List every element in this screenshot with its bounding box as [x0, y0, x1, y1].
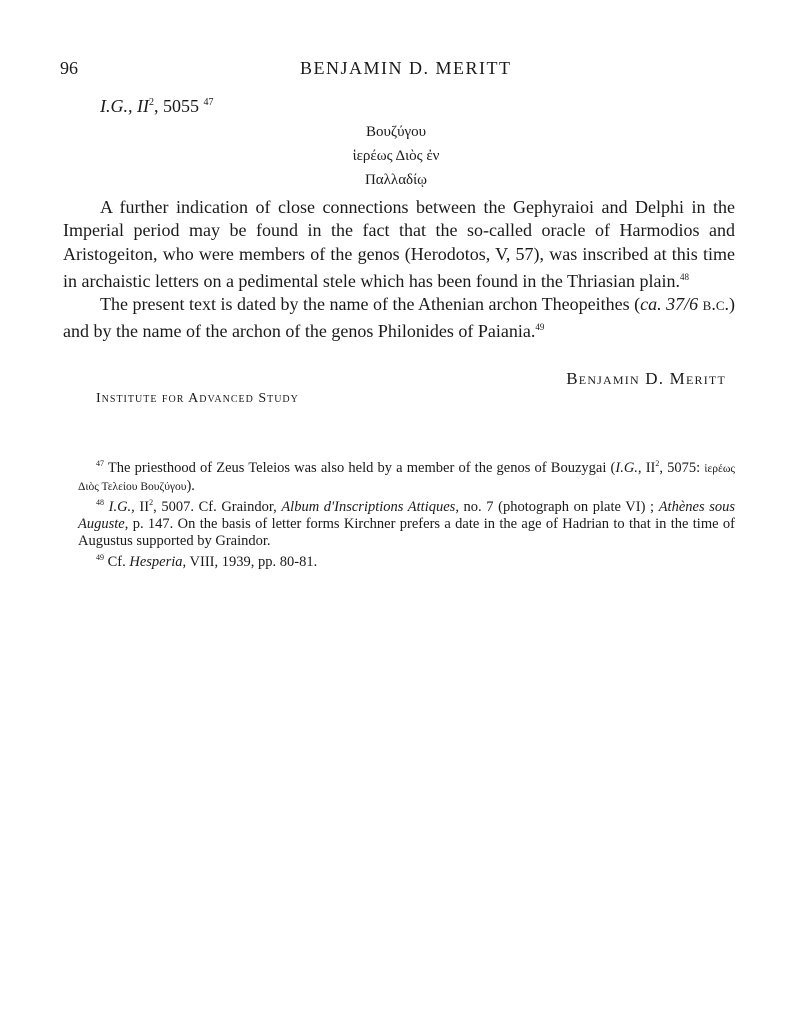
signature: Benjamin D. Meritt — [566, 369, 726, 388]
footnote-text: , p. 147. On the basis of letter forms Kirchner prefers a date in the age of Hadrian to that in the time of Augustus supported by Graindor. — [78, 516, 735, 549]
footnote-ig: I.G., — [108, 499, 135, 516]
inscription-line: Βουζύγου — [365, 124, 427, 140]
inscription-line: ἱερέως Διὸς ἐν — [352, 148, 440, 164]
footnote-greek: ἱερέως Διὸς Τελείου Βουζύγου — [78, 462, 735, 493]
footnote-number: 48 — [96, 498, 104, 508]
footnote-title: Hesperia — [129, 553, 183, 570]
ref-label: I.G., II — [100, 96, 149, 116]
paragraph-2-bc: b.c. — [702, 294, 730, 315]
footnote-text: The priesthood of Zeus Teleios was also held by a member of the genos of Bouzygai ( — [107, 459, 616, 476]
footnote-number: 49 — [96, 552, 104, 562]
ref-number: , 5055 — [153, 96, 199, 116]
footnote-text: , VIII, 1939, pp. 80-81. — [182, 553, 318, 570]
body-text — [63, 196, 735, 344]
institution: Institute for Advanced Study — [96, 391, 299, 406]
footnote-text: , no. 7 (photograph on plate VI) ; — [455, 499, 659, 516]
footnote-number: 47 — [96, 459, 104, 468]
paragraph-2 — [63, 293, 735, 344]
footnote-49 — [78, 550, 735, 571]
footnote-48 — [78, 495, 735, 549]
paragraph-2-text-a: The present text is dated by the name of the Athenian archon Theopeithes ( — [100, 294, 641, 315]
footnote-47 — [78, 456, 735, 495]
paragraph-1-text: A further indication of close connections between the Gephyraioi and Delphi in the Imperial period may be found in the fact that the so-called oracle of Harmodios and Aristogeiton, who were members of the genos (Herodotos, V, 57), was inscribed at this time in archaistic letters on a pedimental stele which has been found in the Thriasian plain. — [63, 197, 735, 291]
inscription-line: Παλλαδίῳ — [364, 172, 428, 188]
footnote-ref-49: 49 — [535, 322, 545, 333]
footnote-text: II — [134, 499, 150, 516]
footnote-text: ). — [186, 477, 195, 494]
inscription-text — [0, 120, 792, 192]
footnote-sup: 2 — [149, 498, 154, 508]
paragraph-2-date: ca. 37/6 — [640, 294, 699, 315]
footnote-text: II — [641, 459, 656, 476]
footnote-title: Athènes sous Auguste — [78, 499, 736, 533]
paragraph-1 — [63, 196, 735, 293]
footnote-text: Cf. — [107, 553, 130, 570]
footnote-ref-48: 48 — [679, 271, 689, 282]
ref-note: 47 — [203, 97, 214, 108]
inscription-reference — [100, 96, 213, 117]
footnote-sup: 2 — [655, 459, 660, 468]
footnote-title: Album d'Inscriptions Attiques — [281, 499, 456, 516]
footnote-ig: I.G., — [615, 459, 642, 476]
footnote-text: , 5075: — [659, 459, 705, 476]
footnotes — [78, 456, 735, 570]
footnote-text: , 5007. Cf. Graindor, — [153, 499, 282, 516]
paragraph-2-text-b: ) and by the name of the archon of the genos Philonides of Paiania. — [63, 294, 736, 342]
running-head-author: BENJAMIN D. MERITT — [300, 58, 512, 78]
ref-sup: 2 — [148, 97, 154, 108]
page-number: 96 — [60, 58, 78, 78]
